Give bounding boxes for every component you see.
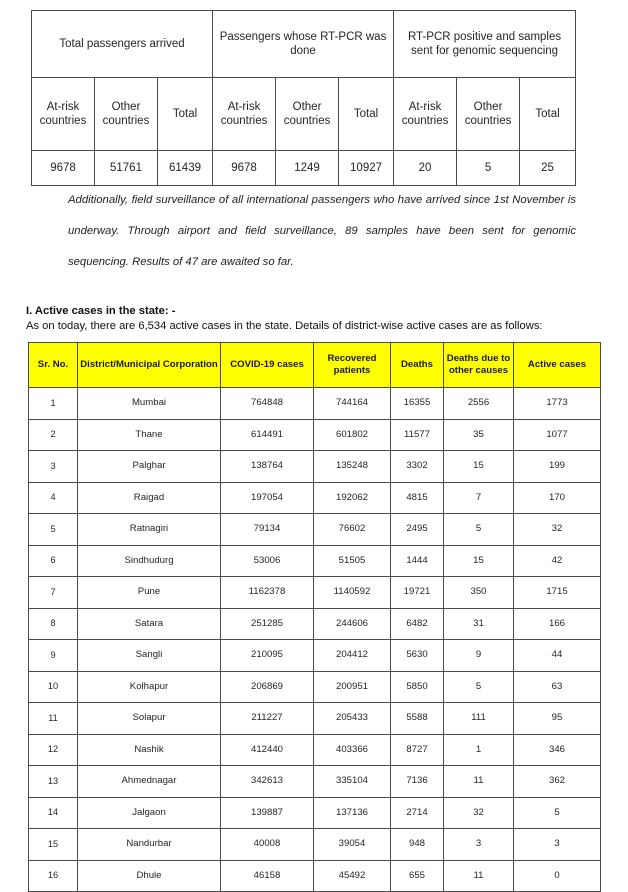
column-header-other-deaths: Deaths due to other causes (444, 343, 514, 388)
cell-deaths-other-causes: 32 (444, 797, 514, 829)
table-row (29, 734, 601, 766)
cell-recovered-patients: 200951 (314, 671, 391, 703)
cell-deaths: 5630 (391, 640, 444, 672)
group-header-total-passengers: Total passengers arrived (32, 11, 213, 78)
group-header-rtpcr-positive-genomic: RT-PCR positive and samples sent for genomic sequencing (394, 11, 576, 78)
cell-active-cases: 170 (514, 482, 601, 514)
cell-deaths-other-causes: 11 (444, 766, 514, 798)
cell-sr-no: 10 (29, 671, 78, 703)
cell-deaths: 6482 (391, 608, 444, 640)
cell-active-cases: 32 (514, 514, 601, 546)
cell-covid-cases: 1162378 (221, 577, 314, 609)
cell-covid-cases: 206869 (221, 671, 314, 703)
cell-deaths: 2714 (391, 797, 444, 829)
cell-recovered-patients: 192062 (314, 482, 391, 514)
cell-sr-no: 15 (29, 829, 78, 861)
passenger-value-8: 25 (520, 151, 576, 186)
table-row (29, 608, 601, 640)
district-header-row (29, 343, 601, 388)
cell-sr-no: 6 (29, 545, 78, 577)
cell-district-name: Sangli (78, 640, 221, 672)
cell-district-name: Ahmednagar (78, 766, 221, 798)
passenger-value-0: 9678 (32, 151, 95, 186)
table-row (29, 388, 601, 420)
sub-header-other-1: Other countries (95, 78, 158, 151)
cell-deaths: 5588 (391, 703, 444, 735)
cell-deaths-other-causes: 31 (444, 608, 514, 640)
cell-covid-cases: 46158 (221, 860, 314, 892)
cell-deaths: 8727 (391, 734, 444, 766)
cell-active-cases: 5 (514, 797, 601, 829)
cell-recovered-patients: 744164 (314, 388, 391, 420)
cell-deaths-other-causes: 7 (444, 482, 514, 514)
sub-header-other-2: Other countries (276, 78, 339, 151)
cell-deaths: 19721 (391, 577, 444, 609)
passenger-value-6: 20 (394, 151, 457, 186)
cell-sr-no: 1 (29, 388, 78, 420)
cell-covid-cases: 210095 (221, 640, 314, 672)
passenger-value-7: 5 (457, 151, 520, 186)
cell-district-name: Nashik (78, 734, 221, 766)
cell-deaths-other-causes: 2556 (444, 388, 514, 420)
passenger-sub-header-row (32, 78, 576, 151)
cell-recovered-patients: 137136 (314, 797, 391, 829)
table-row (29, 577, 601, 609)
cell-sr-no: 3 (29, 451, 78, 483)
cell-district-name: Solapur (78, 703, 221, 735)
district-table-body (29, 388, 601, 892)
sub-header-at-risk-3: At-risk countries (394, 78, 457, 151)
cell-covid-cases: 412440 (221, 734, 314, 766)
cell-recovered-patients: 39054 (314, 829, 391, 861)
table-row (29, 451, 601, 483)
column-header-active-cases: Active cases (514, 343, 601, 388)
cell-deaths: 7136 (391, 766, 444, 798)
cell-recovered-patients: 76602 (314, 514, 391, 546)
sub-header-at-risk-2: At-risk countries (213, 78, 276, 151)
cell-recovered-patients: 244606 (314, 608, 391, 640)
passenger-value-5: 10927 (339, 151, 394, 186)
cell-district-name: Ratnagiri (78, 514, 221, 546)
cell-covid-cases: 251285 (221, 608, 314, 640)
sub-header-other-3: Other countries (457, 78, 520, 151)
cell-deaths-other-causes: 9 (444, 640, 514, 672)
active-cases-section-intro: As on today, there are 6,534 active cases in the state. Details of district-wise active cases are as follows: (26, 320, 543, 332)
cell-recovered-patients: 1140592 (314, 577, 391, 609)
table-row (29, 419, 601, 451)
cell-active-cases: 44 (514, 640, 601, 672)
cell-deaths-other-causes: 5 (444, 514, 514, 546)
cell-deaths: 1444 (391, 545, 444, 577)
cell-active-cases: 346 (514, 734, 601, 766)
cell-active-cases: 0 (514, 860, 601, 892)
cell-sr-no: 12 (29, 734, 78, 766)
cell-covid-cases: 139887 (221, 797, 314, 829)
cell-district-name: Satara (78, 608, 221, 640)
cell-deaths-other-causes: 15 (444, 451, 514, 483)
cell-active-cases: 1077 (514, 419, 601, 451)
cell-district-name: Kolhapur (78, 671, 221, 703)
cell-district-name: Raigad (78, 482, 221, 514)
cell-recovered-patients: 205433 (314, 703, 391, 735)
cell-sr-no: 4 (29, 482, 78, 514)
cell-sr-no: 16 (29, 860, 78, 892)
passenger-surveillance-table (31, 10, 576, 186)
cell-deaths-other-causes: 3 (444, 829, 514, 861)
cell-deaths: 2495 (391, 514, 444, 546)
cell-covid-cases: 40008 (221, 829, 314, 861)
cell-district-name: Palghar (78, 451, 221, 483)
passenger-value-row (32, 151, 576, 186)
cell-active-cases: 1773 (514, 388, 601, 420)
cell-sr-no: 7 (29, 577, 78, 609)
active-cases-section-heading: I. Active cases in the state: - (26, 305, 176, 317)
cell-deaths: 16355 (391, 388, 444, 420)
cell-sr-no: 2 (29, 419, 78, 451)
table-row (29, 671, 601, 703)
cell-covid-cases: 614491 (221, 419, 314, 451)
cell-sr-no: 13 (29, 766, 78, 798)
cell-district-name: Nandurbar (78, 829, 221, 861)
cell-deaths-other-causes: 111 (444, 703, 514, 735)
cell-sr-no: 14 (29, 797, 78, 829)
cell-active-cases: 3 (514, 829, 601, 861)
cell-district-name: Dhule (78, 860, 221, 892)
cell-sr-no: 11 (29, 703, 78, 735)
cell-deaths: 11577 (391, 419, 444, 451)
cell-district-name: Pune (78, 577, 221, 609)
cell-deaths-other-causes: 35 (444, 419, 514, 451)
sub-header-total-3: Total (520, 78, 576, 151)
cell-recovered-patients: 204412 (314, 640, 391, 672)
cell-district-name: Thane (78, 419, 221, 451)
cell-active-cases: 1715 (514, 577, 601, 609)
cell-active-cases: 166 (514, 608, 601, 640)
cell-district-name: Jalgaon (78, 797, 221, 829)
cell-deaths-other-causes: 11 (444, 860, 514, 892)
cell-recovered-patients: 403366 (314, 734, 391, 766)
column-header-recovered: Recovered patients (314, 343, 391, 388)
cell-active-cases: 199 (514, 451, 601, 483)
column-header-district: District/Municipal Corporation (78, 343, 221, 388)
district-active-cases-table (28, 342, 601, 892)
table-row (29, 766, 601, 798)
passenger-value-1: 51761 (95, 151, 158, 186)
cell-sr-no: 8 (29, 608, 78, 640)
cell-active-cases: 362 (514, 766, 601, 798)
cell-covid-cases: 211227 (221, 703, 314, 735)
passenger-surveillance-table-container (31, 10, 575, 186)
cell-deaths-other-causes: 5 (444, 671, 514, 703)
passenger-value-3: 9678 (213, 151, 276, 186)
cell-deaths-other-causes: 15 (444, 545, 514, 577)
cell-recovered-patients: 135248 (314, 451, 391, 483)
cell-active-cases: 95 (514, 703, 601, 735)
cell-district-name: Sindhudurg (78, 545, 221, 577)
cell-recovered-patients: 601802 (314, 419, 391, 451)
table-row (29, 640, 601, 672)
column-header-sr-no: Sr. No. (29, 343, 78, 388)
column-header-deaths: Deaths (391, 343, 444, 388)
column-header-covid-cases: COVID-19 cases (221, 343, 314, 388)
cell-recovered-patients: 45492 (314, 860, 391, 892)
cell-deaths: 655 (391, 860, 444, 892)
table-row (29, 829, 601, 861)
cell-covid-cases: 342613 (221, 766, 314, 798)
cell-sr-no: 9 (29, 640, 78, 672)
cell-covid-cases: 197054 (221, 482, 314, 514)
table-row (29, 545, 601, 577)
cell-active-cases: 42 (514, 545, 601, 577)
cell-deaths: 5850 (391, 671, 444, 703)
cell-recovered-patients: 335104 (314, 766, 391, 798)
table-row (29, 703, 601, 735)
table-row (29, 482, 601, 514)
surveillance-note-paragraph: Additionally, field surveillance of all international passengers who have arrived since 1st November is underway. Through airport and field surveillance, 89 samples have been sent for genomic sequencing. Results of 47 are awaited so far. (68, 194, 576, 269)
sub-header-total-2: Total (339, 78, 394, 151)
sub-header-total-1: Total (158, 78, 213, 151)
cell-active-cases: 63 (514, 671, 601, 703)
cell-deaths: 4815 (391, 482, 444, 514)
cell-recovered-patients: 51505 (314, 545, 391, 577)
cell-covid-cases: 53006 (221, 545, 314, 577)
cell-sr-no: 5 (29, 514, 78, 546)
table-row (29, 514, 601, 546)
passenger-group-header-row (32, 11, 576, 78)
cell-deaths-other-causes: 350 (444, 577, 514, 609)
passenger-value-4: 1249 (276, 151, 339, 186)
sub-header-at-risk-1: At-risk countries (32, 78, 95, 151)
cell-covid-cases: 79134 (221, 514, 314, 546)
table-row (29, 860, 601, 892)
table-row (29, 797, 601, 829)
cell-covid-cases: 138764 (221, 451, 314, 483)
group-header-rtpcr-done: Passengers whose RT-PCR was done (213, 11, 394, 78)
passenger-value-2: 61439 (158, 151, 213, 186)
cell-deaths-other-causes: 1 (444, 734, 514, 766)
cell-deaths: 3302 (391, 451, 444, 483)
cell-district-name: Mumbai (78, 388, 221, 420)
district-active-cases-table-container (28, 342, 600, 892)
cell-covid-cases: 764848 (221, 388, 314, 420)
cell-deaths: 948 (391, 829, 444, 861)
